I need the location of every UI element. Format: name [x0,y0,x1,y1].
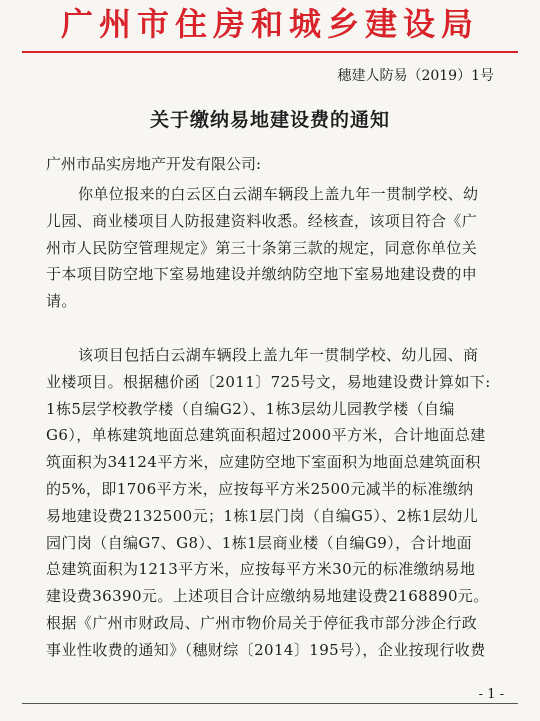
paragraph-line: 该项目包括白云湖车辆段上盖九年一贯制学校、幼儿园、商 [78,346,479,364]
paragraph-line: 事业性收费的通知》（穗财综〔2014〕195号），企业按现行收费 [46,640,486,659]
paragraph-line: 总建筑面积为1213平方米，应按每平方米30元的标准缴纳易地 [46,560,476,579]
notice-title: 关于缴纳易地建设费的通知 [149,109,390,131]
paragraph-line: 你单位报来的白云区白云湖车辆段上盖九年一贯制学校、幼 [78,185,479,203]
paragraph-line: 易地建设费2132500元；1栋1层门岗（自编G5）、2栋1层幼儿 [46,506,479,525]
paragraph-line: 园门岗（自编G7、G8）、1栋1层商业楼（自编G9），合计地面 [46,533,473,552]
agency-header: 广州市住房和城乡建设局 [60,5,479,43]
paragraph-line: 州市人民防空管理规定》第三十条第三款的规定，同意你单位关 [46,238,478,257]
paragraph-line: 业楼项目。根据穗价函〔2011〕725号文，易地建设费计算如下: [46,372,491,391]
paragraph-line: 1栋5层学校教学楼（自编G2）、1栋3层幼儿园教学楼（自编 [46,399,455,418]
paragraph-1 [46,181,516,315]
footer-rule [22,703,518,704]
page-number: - 1 - [478,687,504,702]
paragraph-line: 筑面积为34124平方米，应建防空地下室面积为地面总建筑面积 [46,453,481,472]
paragraph-line: G6），单栋建筑地面总建筑面积超过2000平方米，合计地面总建 [46,426,486,445]
paragraph-line: 建设费36390元。上述项目合计应缴纳易地建设费2168890元。 [46,587,489,606]
paragraph-2 [46,342,516,664]
paragraph-line: 儿园、商业楼项目人防报建资料收悉。经核查，该项目符合《广 [46,211,478,230]
addressee: 广州市品实房地产开发有限公司: [46,155,262,173]
red-header-rule [22,51,518,53]
paragraph-line: 根据《广州市财政局、广州市物价局关于停征我市部分涉企行政 [46,613,478,632]
document-number: 穗建人防易（2019）1号 [337,68,494,84]
paragraph-line: 的5%，即1706平方米，应按每平方米2500元减半的标准缴纳 [46,479,474,498]
paragraph-line: 请。 [46,292,77,311]
paragraph-line: 于本项目防空地下室易地建设并缴纳防空地下室易地建设费的申 [46,265,478,284]
